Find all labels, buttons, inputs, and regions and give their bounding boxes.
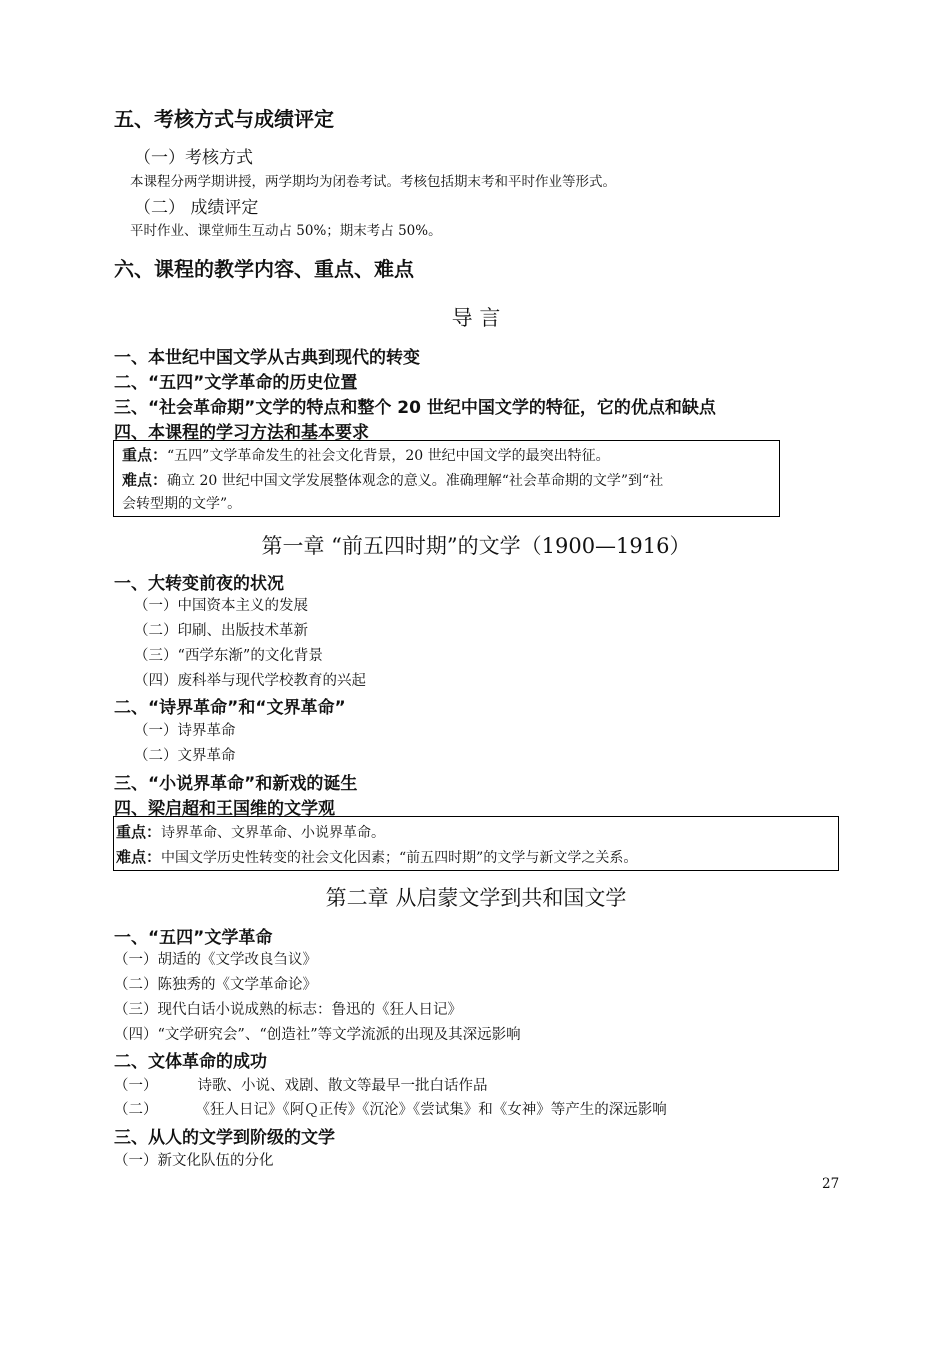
chapter1-title: 第一章 “前五四时期”的文学（1900—1916） [261,534,691,558]
subitem-number: （二） [114,1102,158,1118]
intro-item: 三、“社会革命期”文学的特点和整个 20 世纪中国文学的特征，它的优点和缺点 [114,398,716,418]
chapter2-heading: 三、从人的文学到阶级的文学 [114,1128,335,1148]
chapter1-subitem: （一）中国资本主义的发展 [134,598,308,614]
difficulty-label: 难点： [116,848,162,866]
page-number: 27 [822,1176,840,1192]
chapter2-subitem [114,1074,488,1095]
chapter1-subitem: （二）文界革命 [134,748,236,764]
subitem-text: 《狂人日记》《阿Ｑ正传》《沉沦》《尝试集》和《女神》等产生的深远影响 [195,1102,667,1118]
subitem-number: （一） [114,1078,158,1094]
chapter1-heading: 三、“小说界革命”和新戏的诞生 [114,774,358,794]
chapter2-title: 第二章 从启蒙文学到共和国文学 [325,886,627,910]
section-heading-assessment: 五、考核方式与成绩评定 [114,107,334,131]
key-text: 诗界革命、文界革命、小说界革命。 [161,825,386,841]
paragraph-grading: 平时作业、课堂师生互动占 50%；期末考占 50%。 [130,223,442,239]
chapter2-subitem: （一）新文化队伍的分化 [114,1153,274,1169]
section-heading-content: 六、课程的教学内容、重点、难点 [114,257,414,281]
paragraph-assessment-method: 本课程分两学期讲授，两学期均为闭卷考试。考核包括期末考和平时作业等形式。 [130,174,616,190]
chapter1-key-points-box [113,816,839,871]
difficulty-label: 难点： [122,471,168,489]
subitem-text: 诗歌、小说、戏剧、散文等最早一批白话作品 [197,1078,488,1094]
chapter2-subitem: （三）现代白话小说成熟的标志：鲁迅的《狂人日记》 [114,1002,462,1018]
difficulty-text: 中国文学历史性转变的社会文化因素；“前五四时期”的文学与新文学之关系。 [161,850,638,866]
chapter1-subitem: （四）废科举与现代学校教育的兴起 [134,673,366,689]
subheading-assessment-method: （一）考核方式 [134,148,253,168]
chapter1-heading: 一、大转变前夜的状况 [114,574,284,594]
intro-title: 导 言 [451,306,501,330]
key-text: “五四”文学革命发生的社会文化背景，20 世纪中国文学的最突出特征。 [167,448,610,464]
chapter2-subitem: （一）胡适的《文学改良刍议》 [114,952,317,968]
chapter1-subitem: （一）诗界革命 [134,723,236,739]
chapter1-difficulty [116,846,637,867]
intro-difficulty-continued: 会转型期的文学”。 [122,496,242,512]
chapter1-heading: 四、梁启超和王国维的文学观 [114,799,335,819]
chapter2-heading: 二、文体革命的成功 [114,1052,267,1072]
intro-item: 四、本课程的学习方法和基本要求 [114,423,369,443]
intro-key-points-box [113,440,780,517]
key-label: 重点： [116,823,162,841]
chapter1-subitem: （三）“西学东渐”的文化背景 [134,648,323,664]
chapter2-subitem: （四）“文学研究会”、“创造社”等文学流派的出现及其深远影响 [114,1027,521,1043]
chapter1-key-point [116,821,385,842]
intro-item: 二、“五四”文学革命的历史位置 [114,373,358,393]
chapter1-heading: 二、“诗界革命”和“文界革命” [114,698,346,718]
intro-key-point [122,444,610,465]
intro-item: 一、本世纪中国文学从古典到现代的转变 [114,348,420,368]
chapter2-subitem [114,1098,667,1119]
chapter1-subitem: （二）印刷、出版技术革新 [134,623,308,639]
key-label: 重点： [122,446,168,464]
chapter2-subitem: （二）陈独秀的《文学革命论》 [114,977,317,993]
chapter2-heading: 一、“五四”文学革命 [114,928,273,948]
intro-difficulty [122,469,663,490]
difficulty-text: 确立 20 世纪中国文学发展整体观念的意义。准确理解“社会革命期的文学”到“社 [167,473,664,489]
subheading-grading: （二） 成绩评定 [134,198,259,218]
